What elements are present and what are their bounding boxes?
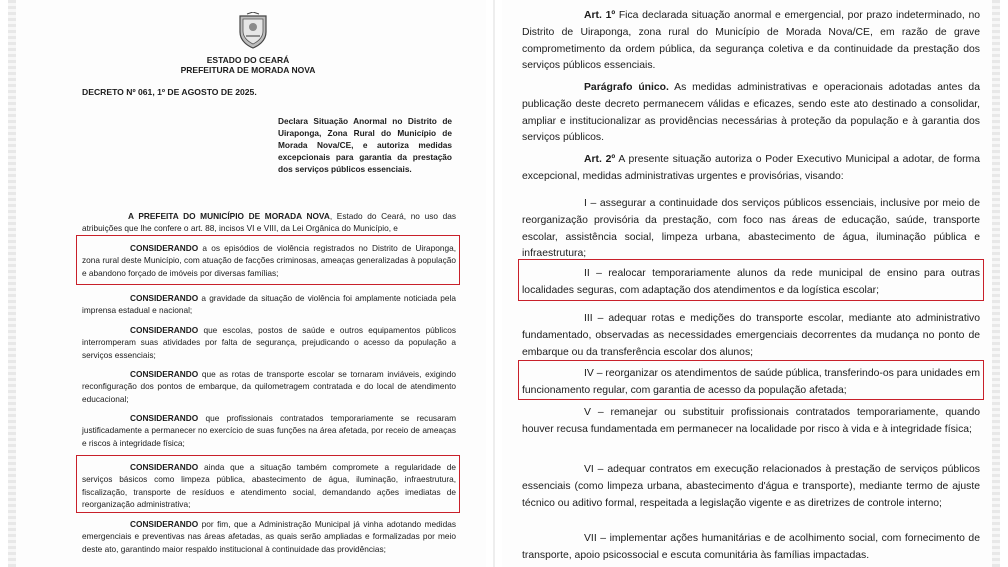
left-page: [8, 0, 486, 567]
inciso-7: VII – implementar ações humanitárias e de acolhimento social, com fornecimento de transporte, apoio psicossocial e escuta comunitária às famílias impactadas.: [522, 533, 980, 561]
considerando-3: [82, 324, 456, 361]
preamble-lead: A PREFEITA DO MUNICÍPIO DE MORADA NOVA: [128, 211, 330, 221]
article-1: [522, 8, 980, 75]
highlight-box: [76, 455, 460, 513]
considerando-keyword: CONSIDERANDO: [130, 243, 199, 253]
preamble-text: , Estado do Ceará, no uso das atribuições que lhe confere o art. 88, incisos VI e VIII, da Lei Orgânica do Município, e: [82, 211, 456, 234]
considerando-text: ainda que a situação também compromete a regularidade de serviços básicos como limpeza pública, abastecimento de água, iluminação, infraestrutura, fiscalização, transporte de resíduos e atendimento social, demandando ações imediatas de reorganização administrativa;: [82, 462, 456, 509]
preamble: [82, 210, 456, 235]
inciso-3: III – adequar rotas e medições do transporte escolar, mediante ato administrativo fundamentado, observadas as necessidades emergenciais decorrentes da mudança no ponto de embarque ou da transferência escolar dos alunos;: [522, 313, 980, 358]
considerando-keyword: CONSIDERANDO: [130, 369, 199, 379]
considerando-text: a gravidade da situação de violência foi amplamente noticiada pela imprensa estadual e nacional;: [82, 293, 456, 316]
prefecture-name: PREFEITURA DE MORADA NOVA: [180, 65, 316, 75]
inciso-4: IV – reorganizar os atendimentos de saúde pública, transferindo-os para unidades em funcionamento regular, com garantia de acesso da população afetada;: [522, 368, 980, 396]
considerando-keyword: CONSIDERANDO: [130, 413, 199, 423]
considerando-keyword: CONSIDERANDO: [130, 325, 199, 335]
inciso-1: I – assegurar a continuidade dos serviços públicos essenciais, inclusive por meio de reorganização provisória da prestação, com foco nas áreas de educação, saúde, transporte escolar, assistência social, limpeza urbana, abastecimento de água, iluminação pública e infraestrutura;: [522, 198, 980, 260]
inciso-5: V – remanejar ou substituir profissionais contratados temporariamente, quando houver recusa fundamentada em permanecer na localidade por risco à vida e à integridade física;: [522, 407, 980, 435]
article-1-text: Fica declarada situação anormal e emergencial, por prazo indeterminado, no Distrito de Uiraponga, zona rural do Município de Morada Nova/CE, em razão de grave comprometimento da ordem pública, da segurança coletiva e da continuidade da prestação dos serviços públicos essenciais.: [522, 10, 980, 72]
right-page: [502, 0, 1000, 567]
sole-paragraph: [522, 80, 980, 147]
highlight-box: [518, 360, 984, 400]
sole-paragraph-text: As medidas administrativas e operacionais adotadas antes da publicação deste decreto permanecem válidas e eficazes, sendo este ato destinado a consolidar, ampliar e institucionalizar as providências necessárias à proteção da população e à garantia dos serviços públicos.: [522, 82, 980, 144]
sole-paragraph-label: Parágrafo único.: [584, 82, 669, 93]
considerando-text: que escolas, postos de saúde e outros equipamentos públicos interromperam suas atividades por falta de segurança, prejudicando o acesso da população a serviços essenciais;: [82, 325, 456, 360]
article-2-text: A presente situação autoriza o Poder Executivo Municipal a adotar, de forma excepcional, medidas administrativas urgentes e provisórias, visando:: [522, 154, 980, 182]
state-name: ESTADO DO CEARÁ: [206, 55, 290, 65]
considerando-text: por fim, que a Administração Municipal já vinha adotando medidas emergenciais e preventivas nas áreas afetadas, as quais serão ampliadas e formalizadas por meio deste ato, garantindo maior respaldo institucional à continuidade das providências;: [82, 519, 456, 554]
inciso-6: VI – adequar contratos em execução relacionados à prestação de serviços públicos essenciais (como limpeza urbana, abastecimento d'água e transporte), mediante termo de ajuste técnico ou aditivo formal, respeitada a legislação vigente e as diretrizes de controle interno;: [522, 464, 980, 509]
considerando-keyword: CONSIDERANDO: [130, 462, 199, 472]
inciso-2: II – realocar temporariamente alunos da rede municipal de ensino para outras localidades seguras, com adaptação dos atendimentos e da logística escolar;: [522, 268, 980, 296]
decree-title: DECRETO Nº 061, 1º DE AGOSTO DE 2025.: [82, 87, 257, 97]
page-divider: [486, 0, 502, 567]
considerando-text: a os episódios de violência registrados no Distrito de Uiraponga, zona rural deste Município, com atuação de facções criminosas, ameaças generalizadas à população e abandono forçado de imóveis por diversas famílias;: [82, 243, 456, 278]
article-1-label: Art. 1º: [584, 10, 616, 21]
considerando-text: que as rotas de transporte escolar se tornaram inviáveis, exigindo reconfiguração dos pontos de embarque, da quilometragem contratada e do local de atendimento educacional;: [82, 369, 456, 404]
highlight-box: [518, 259, 984, 301]
highlight-box: [76, 235, 460, 285]
considerando-keyword: CONSIDERANDO: [130, 293, 199, 303]
considerando-text: que profissionais contratados temporariamente se recusaram justificadamente a permanecer no exercício de suas funções na área afetada, por receio de ameaças e riscos à integridade física;: [82, 413, 456, 448]
article-2: [522, 152, 980, 186]
considerando-keyword: CONSIDERANDO: [130, 519, 199, 529]
page-edge: [992, 0, 1000, 567]
considerando-2: [82, 292, 456, 317]
considerando-5: [82, 412, 456, 449]
considerando-7: [82, 518, 456, 555]
ementa: Declara Situação Anormal no Distrito de Uiraponga, Zona Rural do Município de Morada Nova/CE, e autoriza medidas excepcionais para garantia da prestação dos serviços públicos essenciais.: [278, 116, 452, 174]
article-2-label: Art. 2º: [584, 154, 616, 165]
coat-of-arms-icon: [237, 12, 269, 50]
page-edge: [8, 0, 16, 567]
considerando-4: [82, 368, 456, 405]
